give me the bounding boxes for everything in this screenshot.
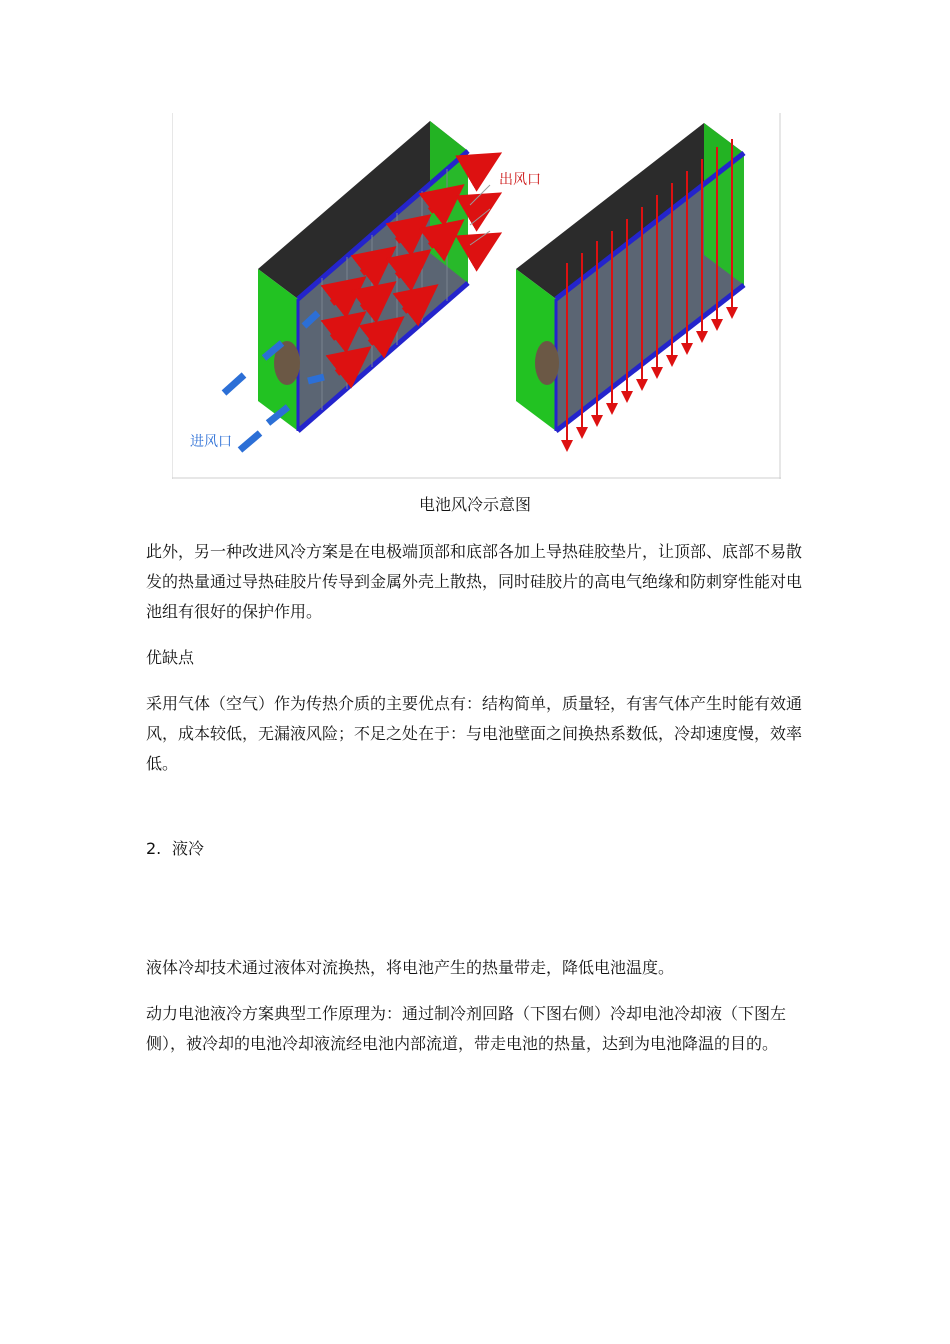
paragraph-liquid-cooling-intro: 液体冷却技术通过液体对流换热，将电池产生的热量带走，降低电池温度。 xyxy=(146,958,675,977)
battery-illustration xyxy=(172,113,781,479)
paragraph-pros-cons: 采用气体（空气）作为传热介质的主要优点有：结构简单，质量轻，有害气体产生时能有效通风，成本较低，无漏液风险；不足之处在于：与电池壁面之间换热系数低，冷却速度慢，效率低。 xyxy=(146,694,803,773)
paragraph-improved-air-cooling: 此外，另一种改进风冷方案是在电极端顶部和底部各加上导热硅胶垫片，让顶部、底部不易散发的热量通过导热硅胶片传导到金属外壳上散热，同时硅胶片的高电气绝缘和防刺穿性能对电池组有很好的保护作用。 xyxy=(146,542,803,621)
heading-liquid-cooling xyxy=(146,834,806,864)
inlet-label: 进风口 xyxy=(190,434,232,450)
battery-air-cooling-figure xyxy=(172,113,781,479)
left-battery-module xyxy=(258,121,468,431)
heading-text: 液冷 xyxy=(172,839,205,858)
fan-icon xyxy=(535,341,559,385)
heading-pros-cons: 优缺点 xyxy=(146,648,195,667)
heading-number: 2. xyxy=(146,839,162,858)
right-battery-module xyxy=(516,123,744,431)
paragraph-liquid-cooling-principle: 动力电池液冷方案典型工作原理为：通过制冷剂回路（下图右侧）冷却电池冷却液（下图左侧），被冷却的电池冷却液流经电池内部流道，带走电池的热量，达到为电池降温的目的。 xyxy=(146,1004,787,1053)
outlet-pointer-lines xyxy=(470,185,490,245)
figure-caption: 电池风冷示意图 xyxy=(418,495,531,514)
outlet-label: 出风口 xyxy=(499,172,541,188)
